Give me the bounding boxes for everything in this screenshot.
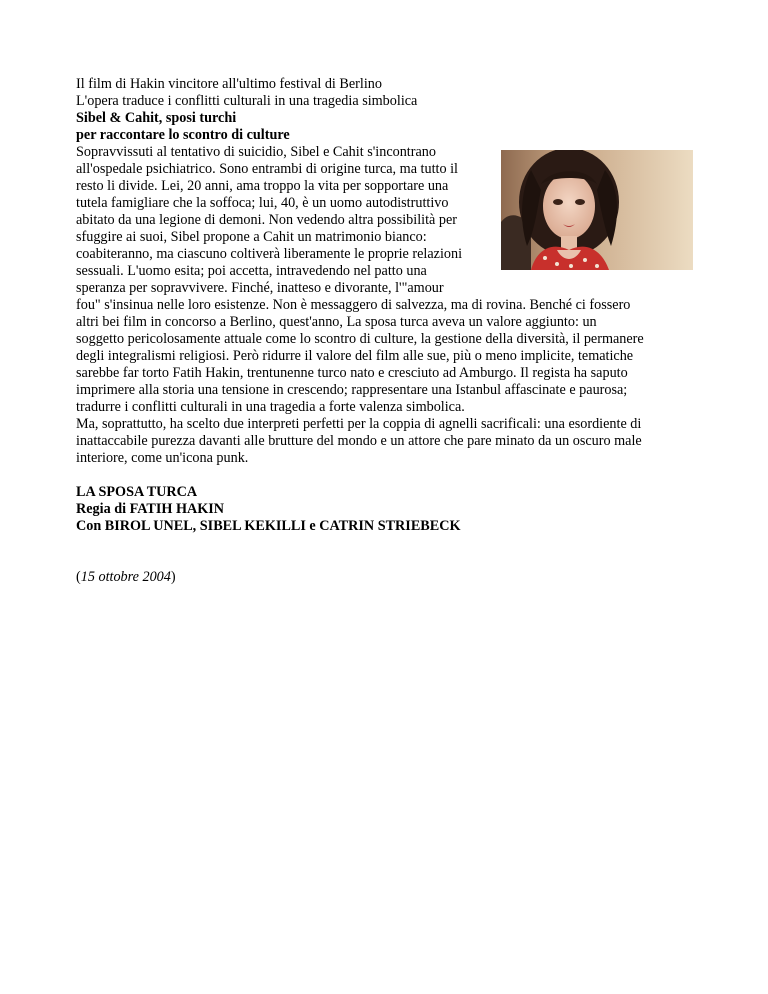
film-title: LA SPOSA TURCA (76, 484, 198, 500)
headline-line-1: Sibel & Cahit, sposi turchi (76, 110, 237, 126)
kicker: Il film di Hakin vincitore all'ultimo festival di Berlino (76, 76, 382, 92)
body-line: resto li divide. Lei, 20 anni, ama troppo la vita per sopportare una (76, 178, 449, 194)
body-line: Ma, soprattutto, ha scelto due interpreti perfetti per la coppia di agnelli sacrificali: una esordiente di (76, 416, 642, 432)
body-line: tradurre i conflitti culturali in una tragedia a forte valenza simbolica. (76, 399, 465, 415)
body-line: degli integralismi religiosi. Però ridurre il valore del film alle sue, più o meno implicite, tematiche (76, 348, 634, 364)
publication-date: (15 ottobre 2004) (76, 569, 176, 585)
portrait-photo-icon (501, 150, 693, 270)
body-line: inattaccabile purezza davanti alle brutture del mondo e un attore che pare minato da un oscuro male (76, 433, 642, 449)
body-line: speranza per sopravvivere. Finché, inatteso e divorante, l'"amour (76, 280, 444, 296)
film-cast: Con BIROL UNEL, SIBEL KEKILLI e CATRIN STRIEBECK (76, 518, 461, 534)
body-line: tutela famigliare che la soffoca; lui, 40, è un uomo autodistruttivo (76, 195, 449, 211)
body-line: interiore, come un'icona punk. (76, 450, 249, 466)
body-line: sarebbe far torto Fatih Hakin, trentunenne turco nato e cresciuto ad Amburgo. Il regista ha saputo (76, 365, 628, 381)
subtitle: L'opera traduce i conflitti culturali in una tragedia simbolica (76, 93, 418, 109)
actress-photo (501, 150, 693, 270)
film-director: Regia di FATIH HAKIN (76, 501, 225, 517)
headline-line-2: per raccontare lo scontro di culture (76, 127, 290, 143)
body-line: fou" s'insinua nelle loro esistenze. Non è messaggero di salvezza, ma di rovina. Benché ci fossero (76, 297, 631, 313)
body-line: Sopravvissuti al tentativo di suicidio, Sibel e Cahit s'incontrano (76, 144, 436, 160)
body-line: coabiteranno, ma ciascuno coltiverà liberamente le proprie relazioni (76, 246, 463, 262)
body-line: sessuali. L'uomo esita; poi accetta, intravedendo nel patto una (76, 263, 427, 279)
body-line: abitato da una legione di demoni. Non vedendo altra possibilità per (76, 212, 457, 228)
body-line: sfuggire ai suoi, Sibel propone a Cahit un matrimonio bianco: (76, 229, 427, 245)
body-line: altri bei film in concorso a Berlino, quest'anno, La sposa turca aveva un valore aggiunto: un (76, 314, 597, 330)
body-line: all'ospedale psichiatrico. Sono entrambi di origine turca, ma tutto il (76, 161, 458, 177)
body-line: soggetto pericolosamente attuale come lo scontro di culture, la gestione della diversità, il permanere (76, 331, 644, 347)
article (76, 76, 694, 586)
body-line: imprimere alla storia una tensione in crescendo; rappresentare una Istanbul affascinate e paurosa; (76, 382, 628, 398)
